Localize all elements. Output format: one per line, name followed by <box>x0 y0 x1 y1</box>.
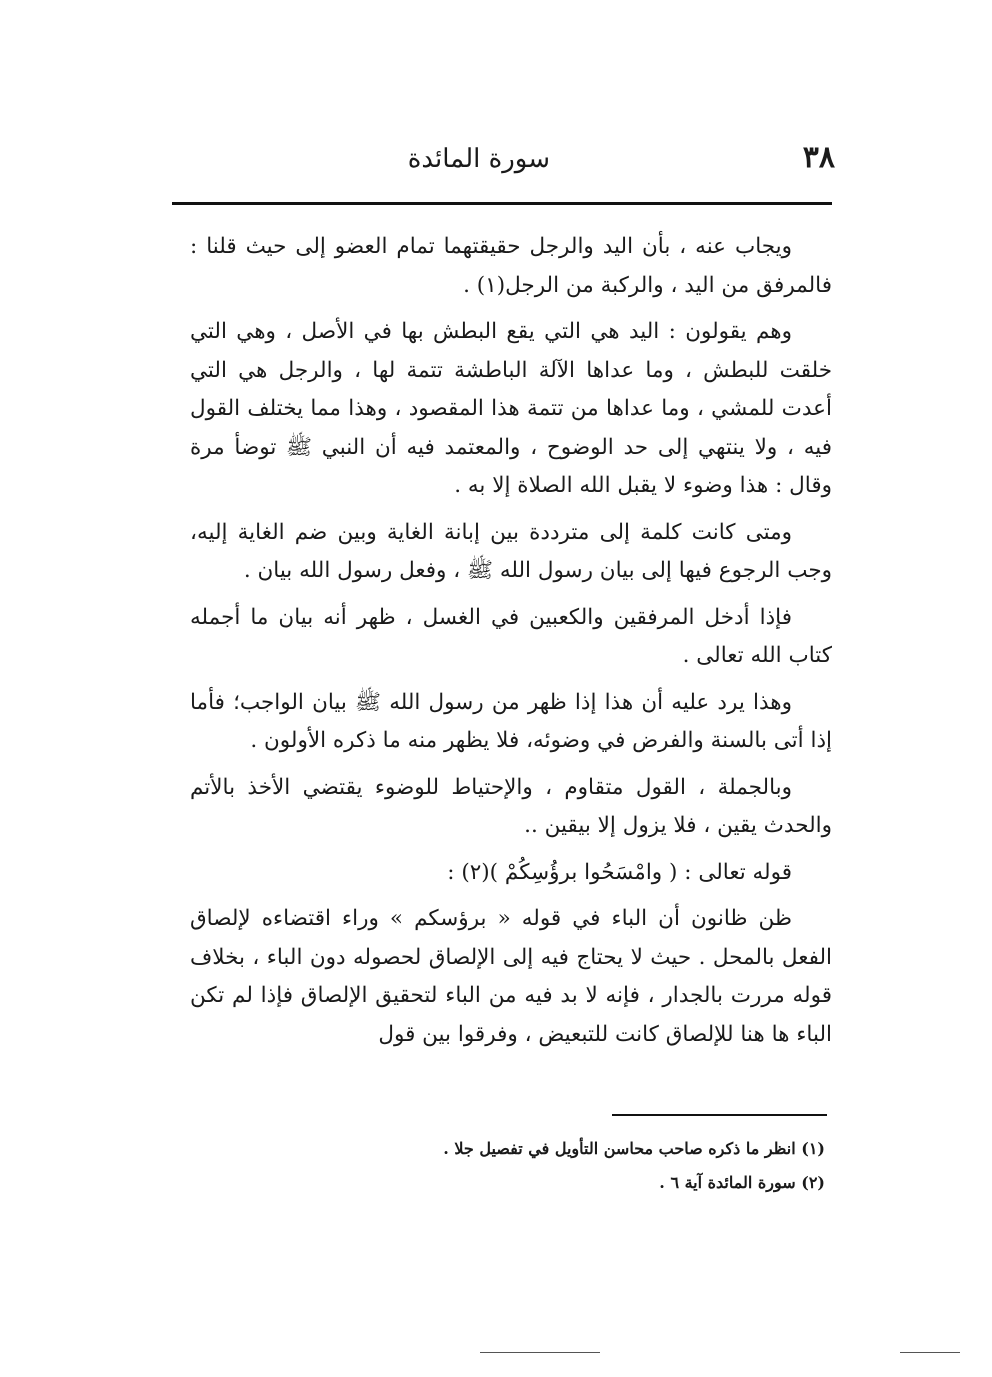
scan-mark-right <box>900 1352 960 1353</box>
footnote-1: (١) انظر ما ذكره صاحب محاسن التأويل في تفصيل جلا . <box>443 1139 825 1158</box>
paragraph-4: فإذا أدخل المرفقين والكعبين في الغسل ، ظهر أنه بيان ما أجمله كتاب الله تعالى . <box>190 604 832 668</box>
paragraph-3: ومتى كانت كلمة إلى مترددة بين إبانة الغاية وبين ضم الغاية إليه، وجب الرجوع فيها إلى بيان رسول الله ﷺ ، وفعل رسول الله بيان . <box>190 519 832 583</box>
paragraph-1: ويجاب عنه ، بأن اليد والرجل حقيقتهما تمام العضو إلى حيث قلنا : فالمرفق من اليد ، والركبة من الرجل(١) . <box>190 234 832 298</box>
paragraph-5: وهذا يرد عليه أن هذا إذا ظهر من رسول الله ﷺ بيان الواجب؛ فأما إذا أتى بالسنة والفرض في وضوئه، فلا يظهر منه ما ذكره الأولون . <box>190 689 832 753</box>
verse-heading: قوله تعالى : ( وامْسَحُوا برؤُسِكُمْ )(٢) : <box>447 859 792 885</box>
main-text <box>190 228 832 1062</box>
footnote-rule <box>612 1114 827 1116</box>
header-rule <box>172 202 832 205</box>
page-header <box>175 140 835 190</box>
footnotes <box>300 1132 825 1200</box>
page-number: ٣٨ <box>802 140 835 175</box>
paragraph-2: وهم يقولون : اليد هي التي يقع البطش بها في الأصل ، وهي التي خلقت للبطش ، وما عداها الآلة الباطشة تتمة لها ، والرجل هي التي أعدت للمشي ، وما عداها من تتمة هذا المقصود ، وهذا مما يختلف القول فيه ، ولا ينتهي إلى حد الوضوح ، والمعتمد فيه أن النبي ﷺ توضأ مرة وقال : هذا وضوء لا يقبل الله الصلاة إلا به . <box>190 319 832 498</box>
footnote-2: (٢) سورة المائدة آية ٦ . <box>659 1173 825 1192</box>
scan-mark-left <box>480 1352 600 1353</box>
paragraph-6: وبالجملة ، القول متقاوم ، والإحتياط للوضوء يقتضي الأخذ بالأتم والحدث يقين ، فلا يزول إلا بيقين .. <box>190 774 832 838</box>
paragraph-8: ظن ظانون أن الباء في قوله « برؤسكم » وراء اقتضاءه لإلصاق الفعل بالمحل . حيث لا يحتاج فيه إلى الإلصاق لحصوله دون الباء ، بخلاف قوله مررت بالجدار ، فإنه لا بد فيه من الباء لتحقيق الإلصاق فإذا لم تكن الباء ها هنا للإلصاق كانت للتبعيض ، وفرقوا بين قول <box>190 906 832 1047</box>
running-title: سورة المائدة <box>407 144 550 174</box>
